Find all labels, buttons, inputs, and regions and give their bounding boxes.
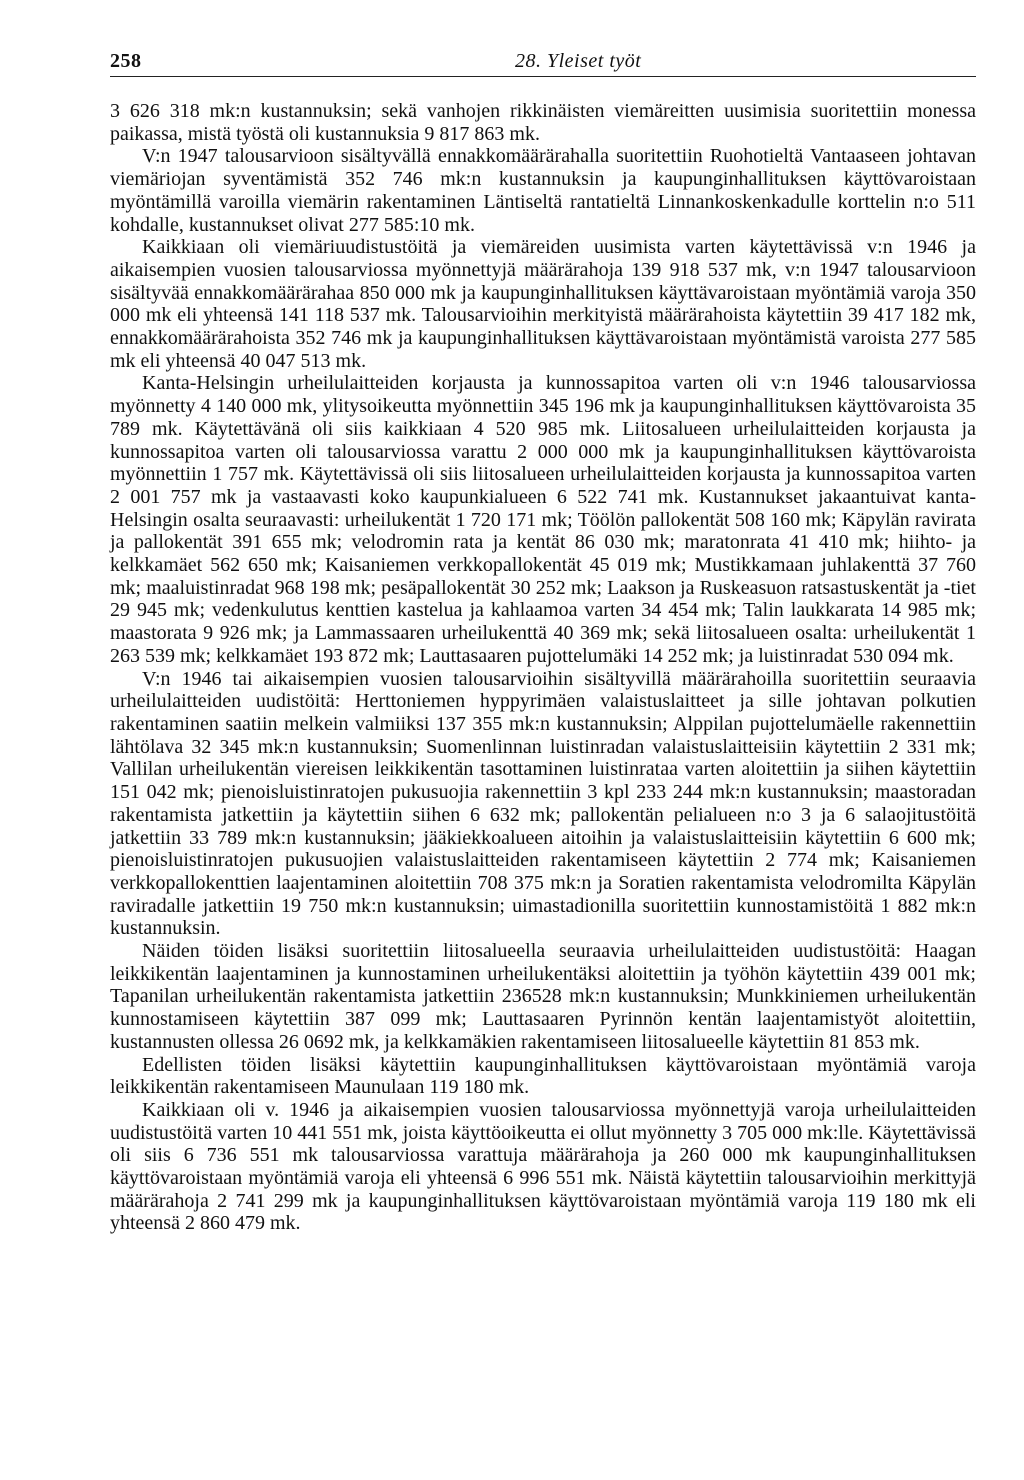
page-number: 258 [110,50,142,72]
paragraph: Kaikkiaan oli v. 1946 ja aikaisempien vuosien talousarviossa myönnettyjä varoja urheilulaitteiden uudistustöitä varten 10 441 551 mk, joista käyttöoikeutta ei ollut myönnetty 3 705 000 mk:lle. Käytettävissä oli siis 6 736 551 mk talousarviossa varattuja määrärahoja ja 260 000 mk kaupunginhallituksen käyttövaroistaan myöntämiä varoja eli yhteensä 6 996 551 mk. Näistä käytettiin talousarvioihin merkittyjä määrärahoja 2 741 299 mk ja kaupunginhallituksen käyttövaroistaan myöntämiä varoja 119 180 mk eli yhteensä 2 860 479 mk. [110,1098,976,1235]
paragraph-continuation: 3 626 318 mk:n kustannuksin; sekä vanhojen rikkinäisten viemäreitten uusimisia suoritettiin monessa paikassa, mistä työstä oli kustannuksia 9 817 863 mk. [110,100,976,145]
paragraph: Edellisten töiden lisäksi käytettiin kaupunginhallituksen käyttövaroistaan myöntämiä varoja leikkikentän rakentamiseen Maunulaan 119 180 mk. [110,1053,976,1099]
paragraph: Kanta-Helsingin urheilulaitteiden korjausta ja kunnossapitoa varten oli v:n 1946 talousarviossa myönnetty 4 140 000 mk, ylitysoikeutta myönnettiin 345 196 mk ja kaupunginhallituksen käyttövaroista 35 789 mk. Käytettävänä oli siis kaikkiaan 4 520 985 mk. Liitosalueen urheilulaitteiden korjausta ja kunnossapitoa varten oli talousarviossa varattu 2 000 000 mk ja kaupunginhallituksen käyttövaroista myönnettiin 1 757 mk. Käytettävissä oli siis liitosalueen urheilulaitteiden korjausta ja kunnossapitoa varten 2 001 757 mk ja vastaavasti koko kaupunkialueen 6 522 741 mk. Kustannukset jakaantuivat kanta-Helsingin osalta seuraavasti: urheilukentät 1 720 171 mk; Töölön pallokentät 508 160 mk; Käpylän ravirata ja pallokentät 391 655 mk; velodromin rata ja kentät 86 030 mk; maratonrata 41 410 mk; hiihto- ja kelkkamäet 562 650 mk; Kaisaniemen verkkopallokentät 45 019 mk; Mustikkamaan juhlakenttä 37 760 mk; maaluistinradat 968 198 mk; pesäpallokentät 30 252 mk; Laakson ja Ruskeasuon ratsastuskentät ja -tiet 29 945 mk; vedenkulutus kenttien kastelua ja kahlaamoa varten 34 454 mk; Talin laukkarata 14 985 mk; maastorata 9 926 mk; ja Lammassaaren urheilukenttä 40 369 mk; sekä liitosalueen osalta: urheilukentät 1 263 539 mk; kelkkamäet 193 872 mk; Lauttasaaren pujottelumäki 14 252 mk; ja luistinradat 530 094 mk. [110,372,976,667]
paragraph: Näiden töiden lisäksi suoritettiin liitosalueella seuraavia urheilulaitteiden uudistustöitä: Haagan leikkikentän laajentaminen ja kunnostaminen urheilukentäksi aloitettiin ja työhön käytettiin 439 001 mk; Tapanilan urheilukentän rakentamista jatkettiin 236528 mk:n kustannuksin; Munkkiniemen urheilukentän kunnostamiseen käytettiin 387 099 mk; Lauttasaaren Pyrinnön kentän laajentamistyöt aloitettiin, kustannusten ollessa 26 0692 mk, ja kelkkamäkien rakentamiseen liitosalueelle käytettiin 81 853 mk. [110,940,976,1053]
paragraph: V:n 1946 tai aikaisempien vuosien talousarvioihin sisältyvillä määrärahoilla suoritettiin seuraavia urheilulaitteiden uudistöitä: Herttoniemen hyppyrimäen valaistuslaitteet ja sille johtavan polkutien rakentaminen saatiin melkein valmiiksi 137 355 mk:n kustannuksin; Alppilan pujottelumäelle rakennettiin lähtölava 32 345 mk:n kustannuksin; Suomenlinnan luistinradan valaistuslaitteisiin käytettiin 2 331 mk; Vallilan urheilukentän viereisen leikkikentän tasottaminen luistinrataa varten aloitettiin ja siihen käytettiin 151 042 mk; pienoisluistinratojen pukusuojia rakennettiin 3 kpl 233 244 mk:n kustannuksin; maastoradan rakentamista jatkettiin ja käytettiin siihen 6 632 mk; pallokentän pelialueen n:o 3 ja 6 salaojitustöitä jatkettiin 33 789 mk:n kustannuksin; jääkiekkoalueen aitoihin ja valaistuslaitteisiin käytettiin 6 600 mk; pienoisluistinratojen pukusuojien valaistuslaitteiden rakentamiseen käytettiin 2 774 mk; Kaisaniemen verkkopallokenttien laajentaminen aloitettiin 708 375 mk:n ja Soratien rakentamista velodromilta Käpylän raviradalle jatkettiin 19 750 mk:n kustannuksin; uimastadionilla suoritettiin kunnostamistöitä 1 882 mk:n kustannuksin. [110,667,976,940]
running-head: 28. Yleiset työt [515,50,642,72]
page-header [110,46,976,77]
paragraph: V:n 1947 talousarvioon sisältyvällä ennakkomäärärahalla suoritettiin Ruohotieltä Vantaaseen johtavan viemäriojan syventämistä 352 746 mk:n kustannuksin ja kaupunginhallituksen käyttövaroistaan myöntämillä varoilla viemärin rakentaminen Läntiseltä rantatieltä Linnankoskenkadulle korttelin n:o 511 kohdalle, kustannukset olivat 277 585:10 mk. [110,145,976,236]
body-text [110,100,976,1235]
paragraph: Kaikkiaan oli viemäriuudistustöitä ja viemäreiden uusimista varten käytettävissä v:n 1946 ja aikaisempien vuosien talousarviossa myönnettyjä määrärahoja 139 918 537 mk, v:n 1947 talousarvioon sisältyvää ennakkomäärärahaa 850 000 mk ja kaupunginhallituksen käyttävaroistaan myöntämiä varoja 350 000 mk eli yhteensä 141 118 537 mk. Talousarvioihin merkityistä määrärahoista käytettiin 39 417 182 mk, ennakkomäärärahoista 352 746 mk ja kaupunginhallituksen käyttävaroistaan myöntämistä varoista 277 585 mk eli yhteensä 40 047 513 mk. [110,236,976,372]
